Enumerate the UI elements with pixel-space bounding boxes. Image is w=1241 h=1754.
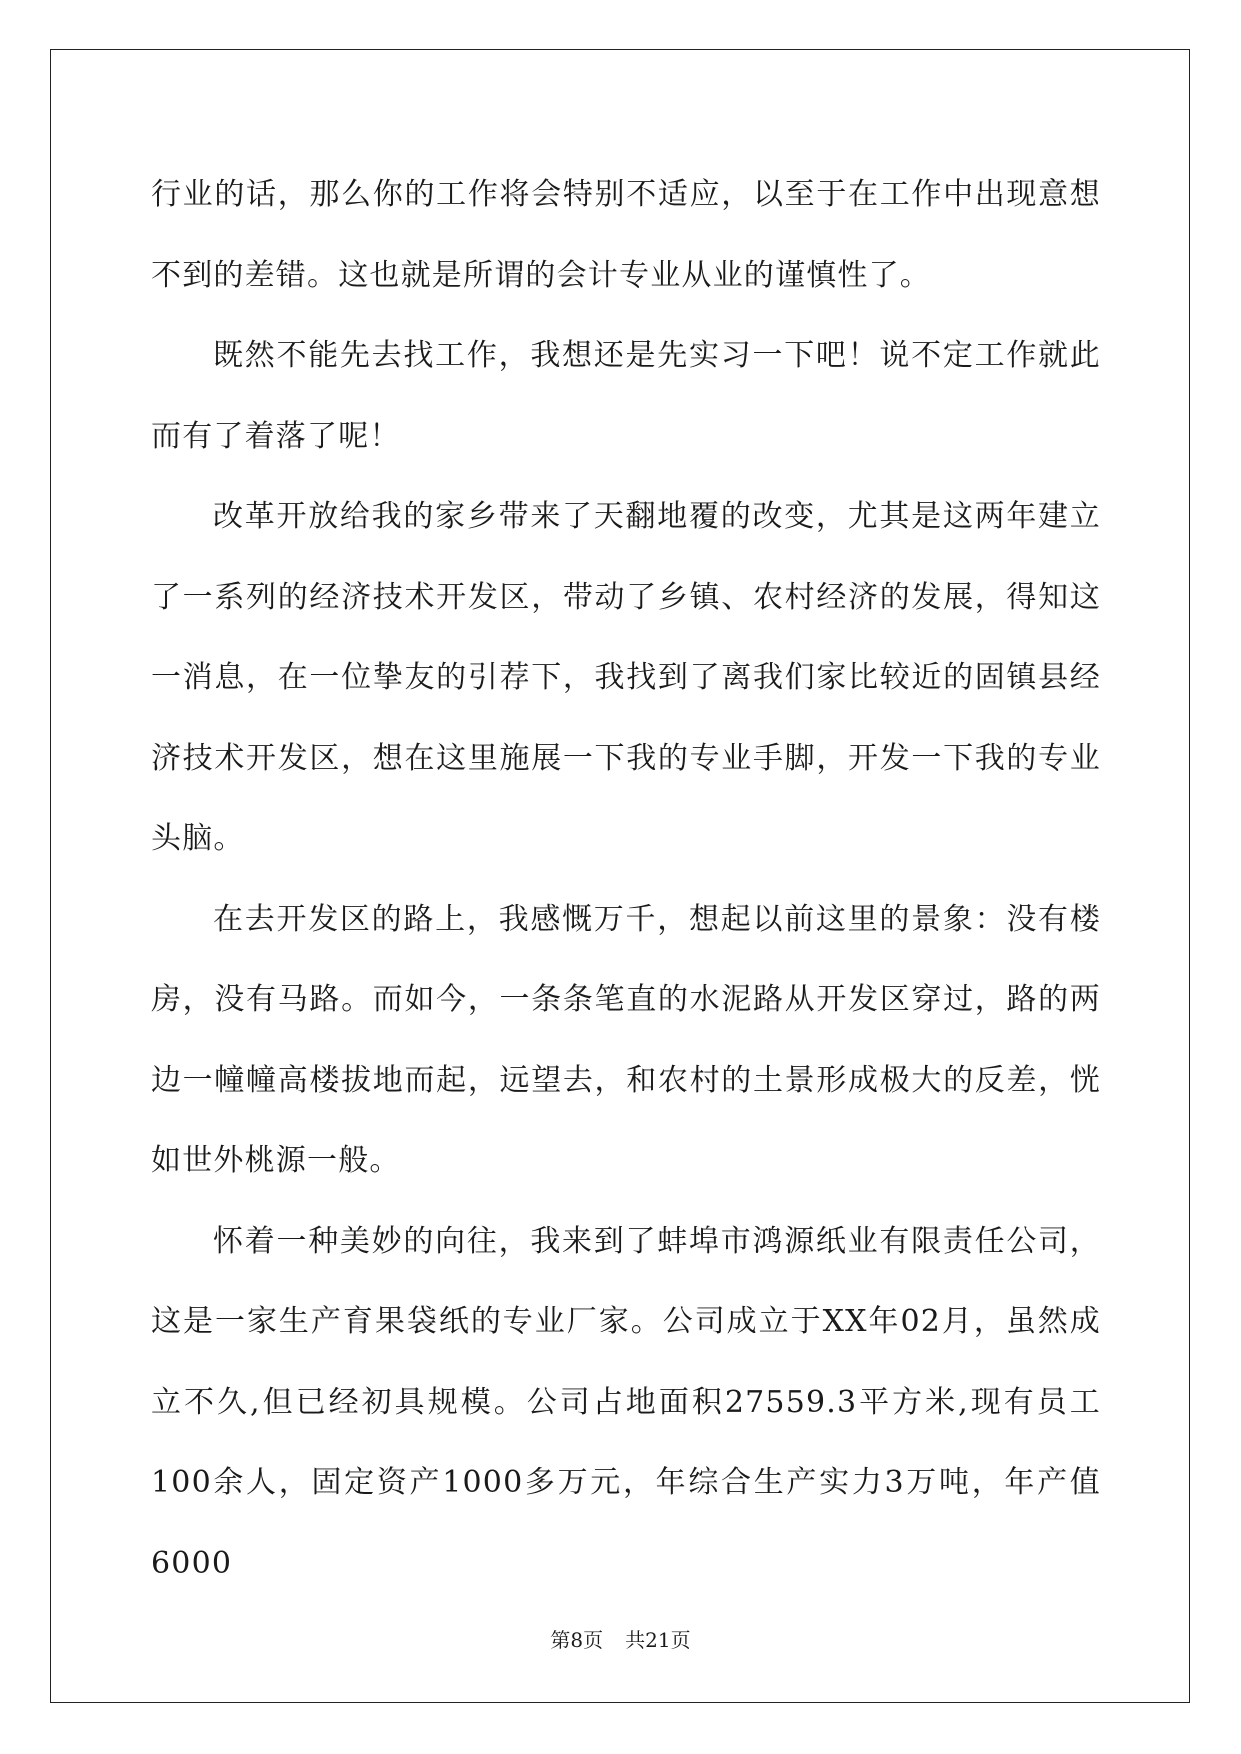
paragraph-3: 改革开放给我的家乡带来了天翻地覆的改变，尤其是这两年建立了一系列的经济技术开发区，带动了乡镇、农村经济的发展，得知这一消息，在一位挚友的引荐下，我找到了离我们家比较近的固镇县经济技术开发区，想在这里施展一下我的专业手脚，开发一下我的专业头脑。: [151, 499, 1101, 856]
page-total: 共21页: [625, 1628, 691, 1652]
paragraph-1: 行业的话，那么你的工作将会特别不适应，以至于在工作中出现意想不到的差错。这也就是所谓的会计专业从业的谨慎性了。: [151, 177, 1101, 293]
page-footer: [0, 1624, 1241, 1653]
document-body: [151, 155, 1101, 1604]
paragraph-2: 既然不能先去找工作，我想还是先实习一下吧！说不定工作就此而有了着落了呢！: [151, 338, 1101, 454]
paragraph-5: 怀着一种美妙的向往，我来到了蚌埠市鸿源纸业有限责任公司，这是一家生产育果袋纸的专业厂家。公司成立于XX年02月，虽然成立不久,但已经初具规模。公司占地面积27559.3平方米,现有员工100余人，固定资产1000多万元，年综合生产实力3万吨，年产值6000: [151, 1223, 1101, 1581]
paragraph-4: 在去开发区的路上，我感慨万千，想起以前这里的景象：没有楼房，没有马路。而如今，一条条笔直的水泥路从开发区穿过，路的两边一幢幢高楼拔地而起，远望去，和农村的土景形成极大的反差，恍如世外桃源一般。: [151, 901, 1101, 1178]
page-number: 第8页: [550, 1628, 604, 1652]
